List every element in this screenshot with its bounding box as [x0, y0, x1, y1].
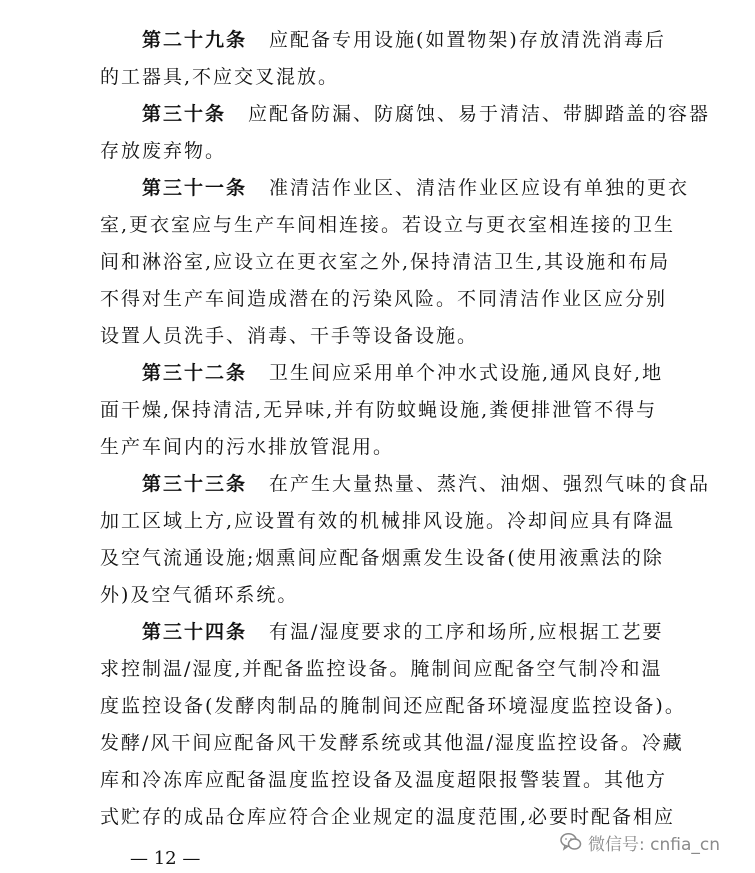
article-heading: 第三十四条	[142, 621, 248, 643]
article-line: 室,更衣室应与生产车间相连接。若设立与更衣室相连接的卫生	[100, 214, 676, 236]
article-line	[142, 469, 710, 499]
article-heading: 第三十二条	[142, 362, 248, 384]
article-line: 式贮存的成品仓库应符合企业规定的温度范围,必要时配备相应	[100, 806, 676, 828]
article-line: 不得对生产车间造成潜在的污染风险。不同清洁作业区应分别	[100, 288, 668, 310]
article-text: 应配备专用设施(如置物架)存放清洗消毒后	[269, 29, 666, 51]
article-line: 外)及空气循环系统。	[100, 584, 299, 606]
article-line: 库和冷冻库应配备温度监控设备及温度超限报警装置。其他方	[100, 769, 668, 791]
page-number: — 12 —	[130, 848, 201, 869]
wechat-watermark	[560, 830, 720, 854]
watermark-text: 微信号: cnfia_cn	[588, 834, 720, 855]
article-text: 卫生间应采用单个冲水式设施,通风良好,地	[269, 362, 664, 384]
article-heading: 第三十条	[142, 103, 227, 125]
article-line: 及空气流通设施;烟熏间应配备烟熏发生设备(使用液熏法的除	[100, 547, 664, 569]
article-line: 存放废弃物。	[100, 140, 227, 162]
article-line: 生产车间内的污水排放管混用。	[100, 436, 395, 458]
article-line: 求控制温/湿度,并配备监控设备。腌制间应配备空气制冷和温	[100, 658, 663, 680]
article-line	[142, 358, 663, 388]
article-line: 度监控设备(发酵肉制品的腌制间还应配备环境湿度监控设备)。	[100, 695, 686, 717]
article-line	[142, 173, 689, 203]
article-line: 面干燥,保持清洁,无异味,并有防蚊蝇设施,粪便排泄管不得与	[100, 399, 658, 421]
article-line	[142, 99, 710, 129]
article-heading: 第三十三条	[142, 473, 248, 495]
article-line: 的工器具,不应交叉混放。	[100, 66, 340, 88]
article-line	[142, 617, 663, 647]
article-line: 间和淋浴室,应设立在更衣室之外,保持清洁卫生,其设施和布局	[100, 251, 671, 273]
article-text: 准清洁作业区、清洁作业区应设有单独的更衣	[269, 177, 690, 199]
article-line: 加工区域上方,应设置有效的机械排风设施。冷却间应具有降温	[100, 510, 676, 532]
article-text: 在产生大量热量、蒸汽、油烟、强烈气味的食品	[269, 473, 711, 495]
article-line: 设置人员洗手、消毒、干手等设备设施。	[100, 325, 479, 347]
article-heading: 第三十一条	[142, 177, 248, 199]
wechat-icon	[560, 832, 582, 852]
article-text: 应配备防漏、防腐蚀、易于清洁、带脚踏盖的容器	[248, 103, 711, 125]
article-heading: 第二十九条	[142, 29, 248, 51]
article-line	[142, 25, 666, 55]
article-text: 有温/湿度要求的工序和场所,应根据工艺要	[269, 621, 664, 643]
article-line: 发酵/风干间应配备风干发酵系统或其他温/湿度监控设备。冷藏	[100, 732, 684, 754]
